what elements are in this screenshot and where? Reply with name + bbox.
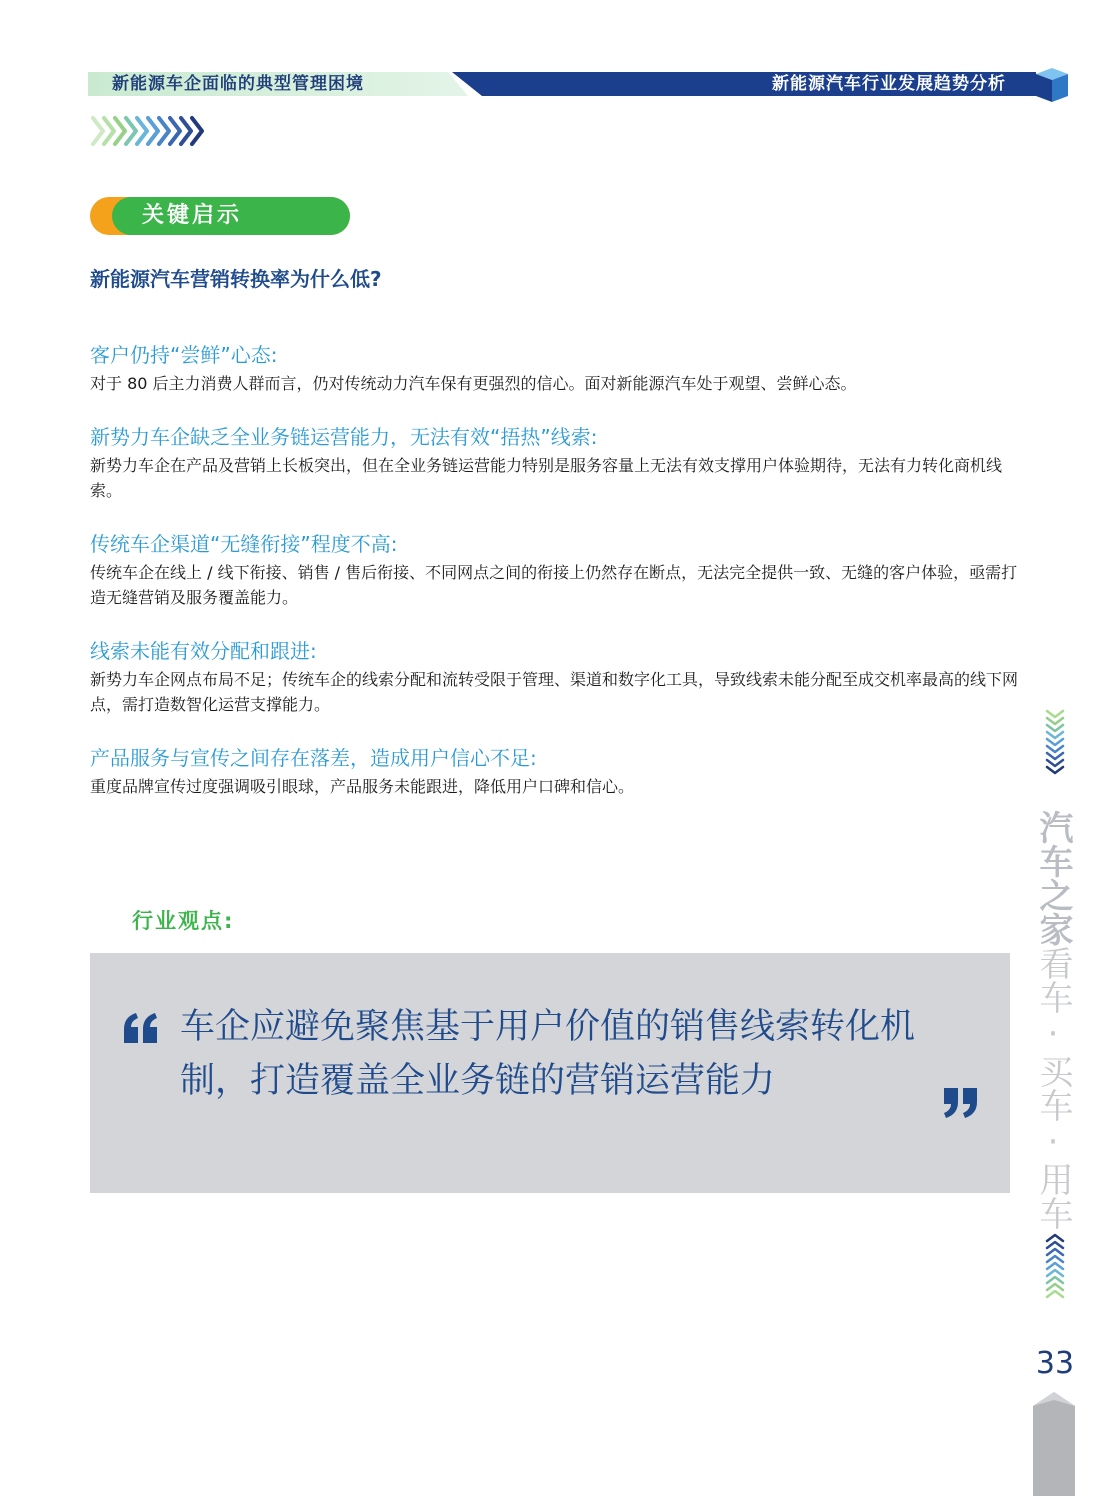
insight-item [90, 637, 1020, 717]
header-right-title: 新能源汽车行业发展趋势分析 [772, 74, 1006, 94]
industry-quote: 车企应避免聚焦基于用户价值的销售线索转化机制，打造覆盖全业务链的营销运营能力 [180, 1007, 916, 1101]
open-quote-icon [122, 1013, 160, 1043]
brand-slogan: 看车·买车·用车 [1033, 946, 1073, 1230]
section-question: 新能源汽车营销转换率为什么低? [90, 267, 382, 291]
up-chevrons-icon [1040, 1232, 1070, 1302]
chevron-row-icon [90, 114, 210, 148]
down-chevrons-icon [1040, 708, 1070, 778]
header-left-title: 新能源车企面临的典型管理困境 [112, 74, 364, 94]
insight-title: 线索未能有效分配和跟进: [90, 639, 317, 663]
insight-item [90, 744, 1020, 799]
insight-title: 产品服务与宣传之间存在落差，造成用户信心不足: [90, 746, 537, 770]
page-tab [1033, 1392, 1075, 1496]
cube-icon [1034, 66, 1070, 104]
industry-view-label: 行业观点: [132, 909, 235, 933]
side-brand-text [1033, 810, 1073, 1230]
insight-title: 传统车企渠道“无缝衔接”程度不高: [90, 532, 398, 556]
insight-body: 传统车企在线上 / 线下衔接、销售 / 售后衔接、不同网点之间的衔接上仍然存在断点，无法完全提供一致、无缝的客户体验，亟需打造无缝营销及服务覆盖能力。 [90, 563, 1018, 607]
insight-body: 重度品牌宣传过度强调吸引眼球，产品服务未能跟进，降低用户口碑和信心。 [90, 777, 635, 796]
insight-body: 对于 80 后主力消费人群而言，仍对传统动力汽车保有更强烈的信心。面对新能源汽车处于观望、尝鲜心态。 [90, 374, 857, 393]
section-label: 关键启示 [142, 203, 243, 228]
insight-body: 新势力车企网点布局不足；传统车企的线索分配和流转受限于管理、渠道和数字化工具，导致线索未能分配至成交机率最高的线下网点，需打造数智化运营支撑能力。 [90, 670, 1019, 714]
insight-body: 新势力车企在产品及营销上长板突出，但在全业务链运营能力特别是服务容量上无法有效支撑用户体验期待，无法有力转化商机线索。 [90, 456, 1003, 500]
insight-item [90, 530, 1020, 610]
insight-item [90, 423, 1020, 503]
page-number: 33 [1035, 1346, 1075, 1381]
brand-name: 汽车之家 [1033, 810, 1073, 946]
insight-item [90, 341, 1020, 396]
insight-title: 客户仍持“尝鲜”心态: [90, 343, 278, 367]
insight-title: 新势力车企缺乏全业务链运营能力，无法有效“捂热”线索: [90, 425, 598, 449]
close-quote-icon [943, 1088, 979, 1118]
